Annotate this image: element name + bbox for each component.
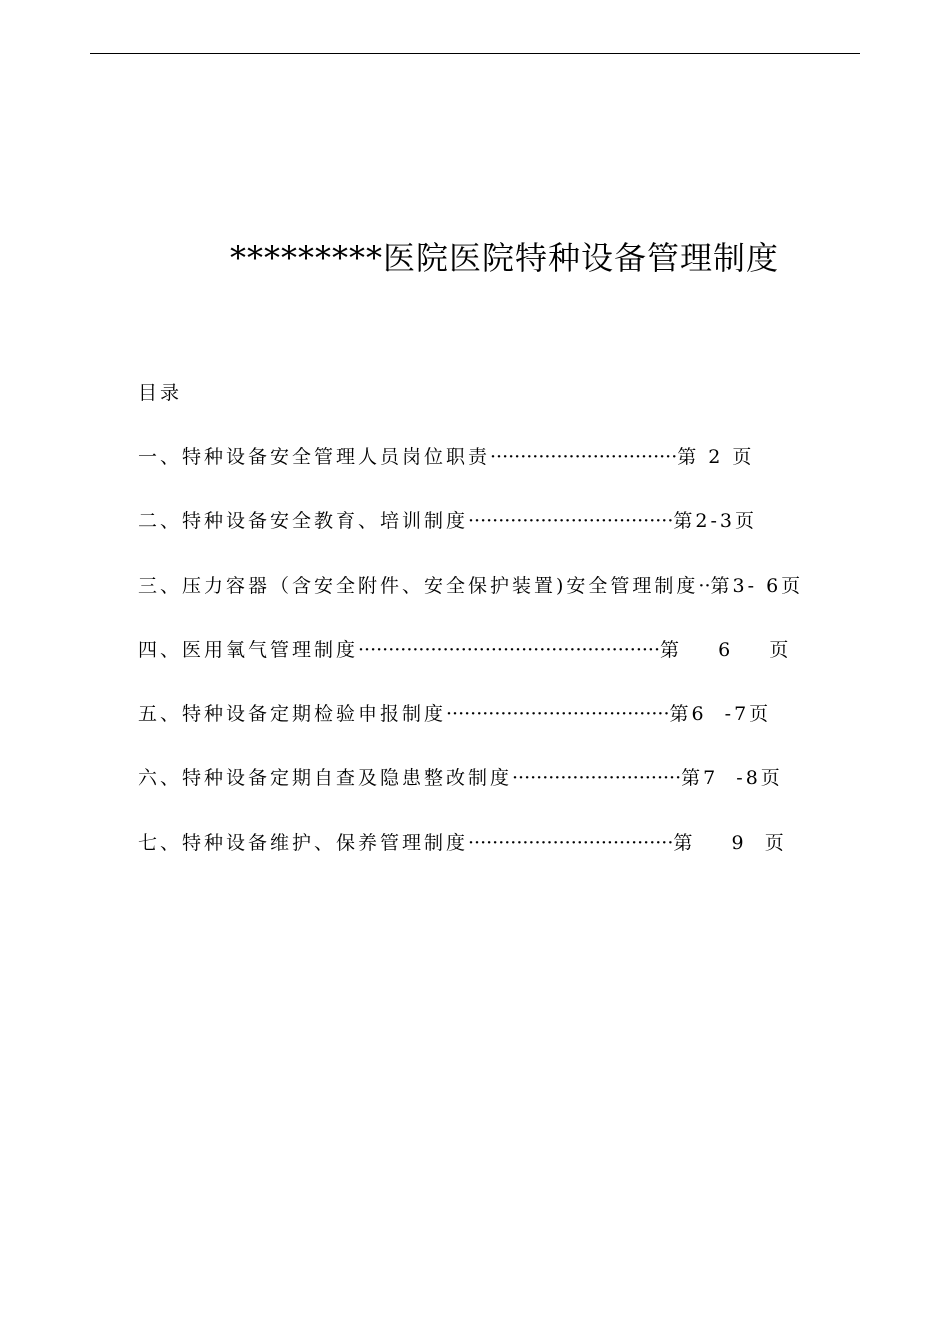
table-of-contents bbox=[138, 443, 803, 893]
toc-entry-title: 二、特种设备安全教育、培训制度 bbox=[138, 510, 469, 533]
toc-leader-dots: ···························· bbox=[512, 767, 682, 790]
toc-entry-5 bbox=[138, 700, 803, 764]
toc-leader-dots: ·· bbox=[698, 574, 711, 597]
toc-entry-title: 三、压力容器（含安全附件、安全保护装置)安全管理制度 bbox=[138, 574, 699, 597]
toc-entry-6 bbox=[138, 764, 803, 828]
toc-heading: 目录 bbox=[138, 382, 183, 404]
toc-page-ref: 第7 -8页 bbox=[681, 767, 783, 790]
toc-page-ref: 第 6 页 bbox=[660, 638, 792, 661]
toc-entry-7 bbox=[138, 829, 803, 893]
toc-entry-title: 六、特种设备定期自查及隐患整改制度 bbox=[138, 767, 513, 790]
toc-entry-1 bbox=[138, 443, 803, 507]
toc-leader-dots: ·················································· bbox=[358, 638, 660, 661]
toc-leader-dots: ·································· bbox=[468, 831, 674, 854]
toc-page-ref: 第 9 页 bbox=[673, 831, 787, 854]
toc-page-ref: 第3- 6页 bbox=[710, 574, 804, 597]
toc-leader-dots: ····································· bbox=[446, 703, 670, 726]
toc-entry-title: 一、特种设备安全管理人员岗位职责 bbox=[138, 446, 491, 468]
header-rule bbox=[90, 53, 860, 54]
toc-page-ref: 第 2 页 bbox=[677, 446, 755, 468]
toc-entry-title: 五、特种设备定期检验申报制度 bbox=[138, 703, 447, 726]
toc-entry-2 bbox=[138, 507, 803, 571]
toc-page-ref: 第6 -7页 bbox=[669, 703, 772, 726]
toc-entry-3 bbox=[138, 572, 803, 636]
toc-leader-dots: ·································· bbox=[468, 510, 674, 533]
toc-page-ref: 第2-3页 bbox=[673, 510, 757, 533]
toc-entry-4 bbox=[138, 636, 803, 700]
document-title: *********医院医院特种设备管理制度 bbox=[230, 239, 780, 277]
toc-leader-dots: ······························· bbox=[490, 446, 678, 468]
toc-entry-title: 四、医用氧气管理制度 bbox=[138, 638, 359, 661]
toc-entry-title: 七、特种设备维护、保养管理制度 bbox=[138, 831, 469, 854]
